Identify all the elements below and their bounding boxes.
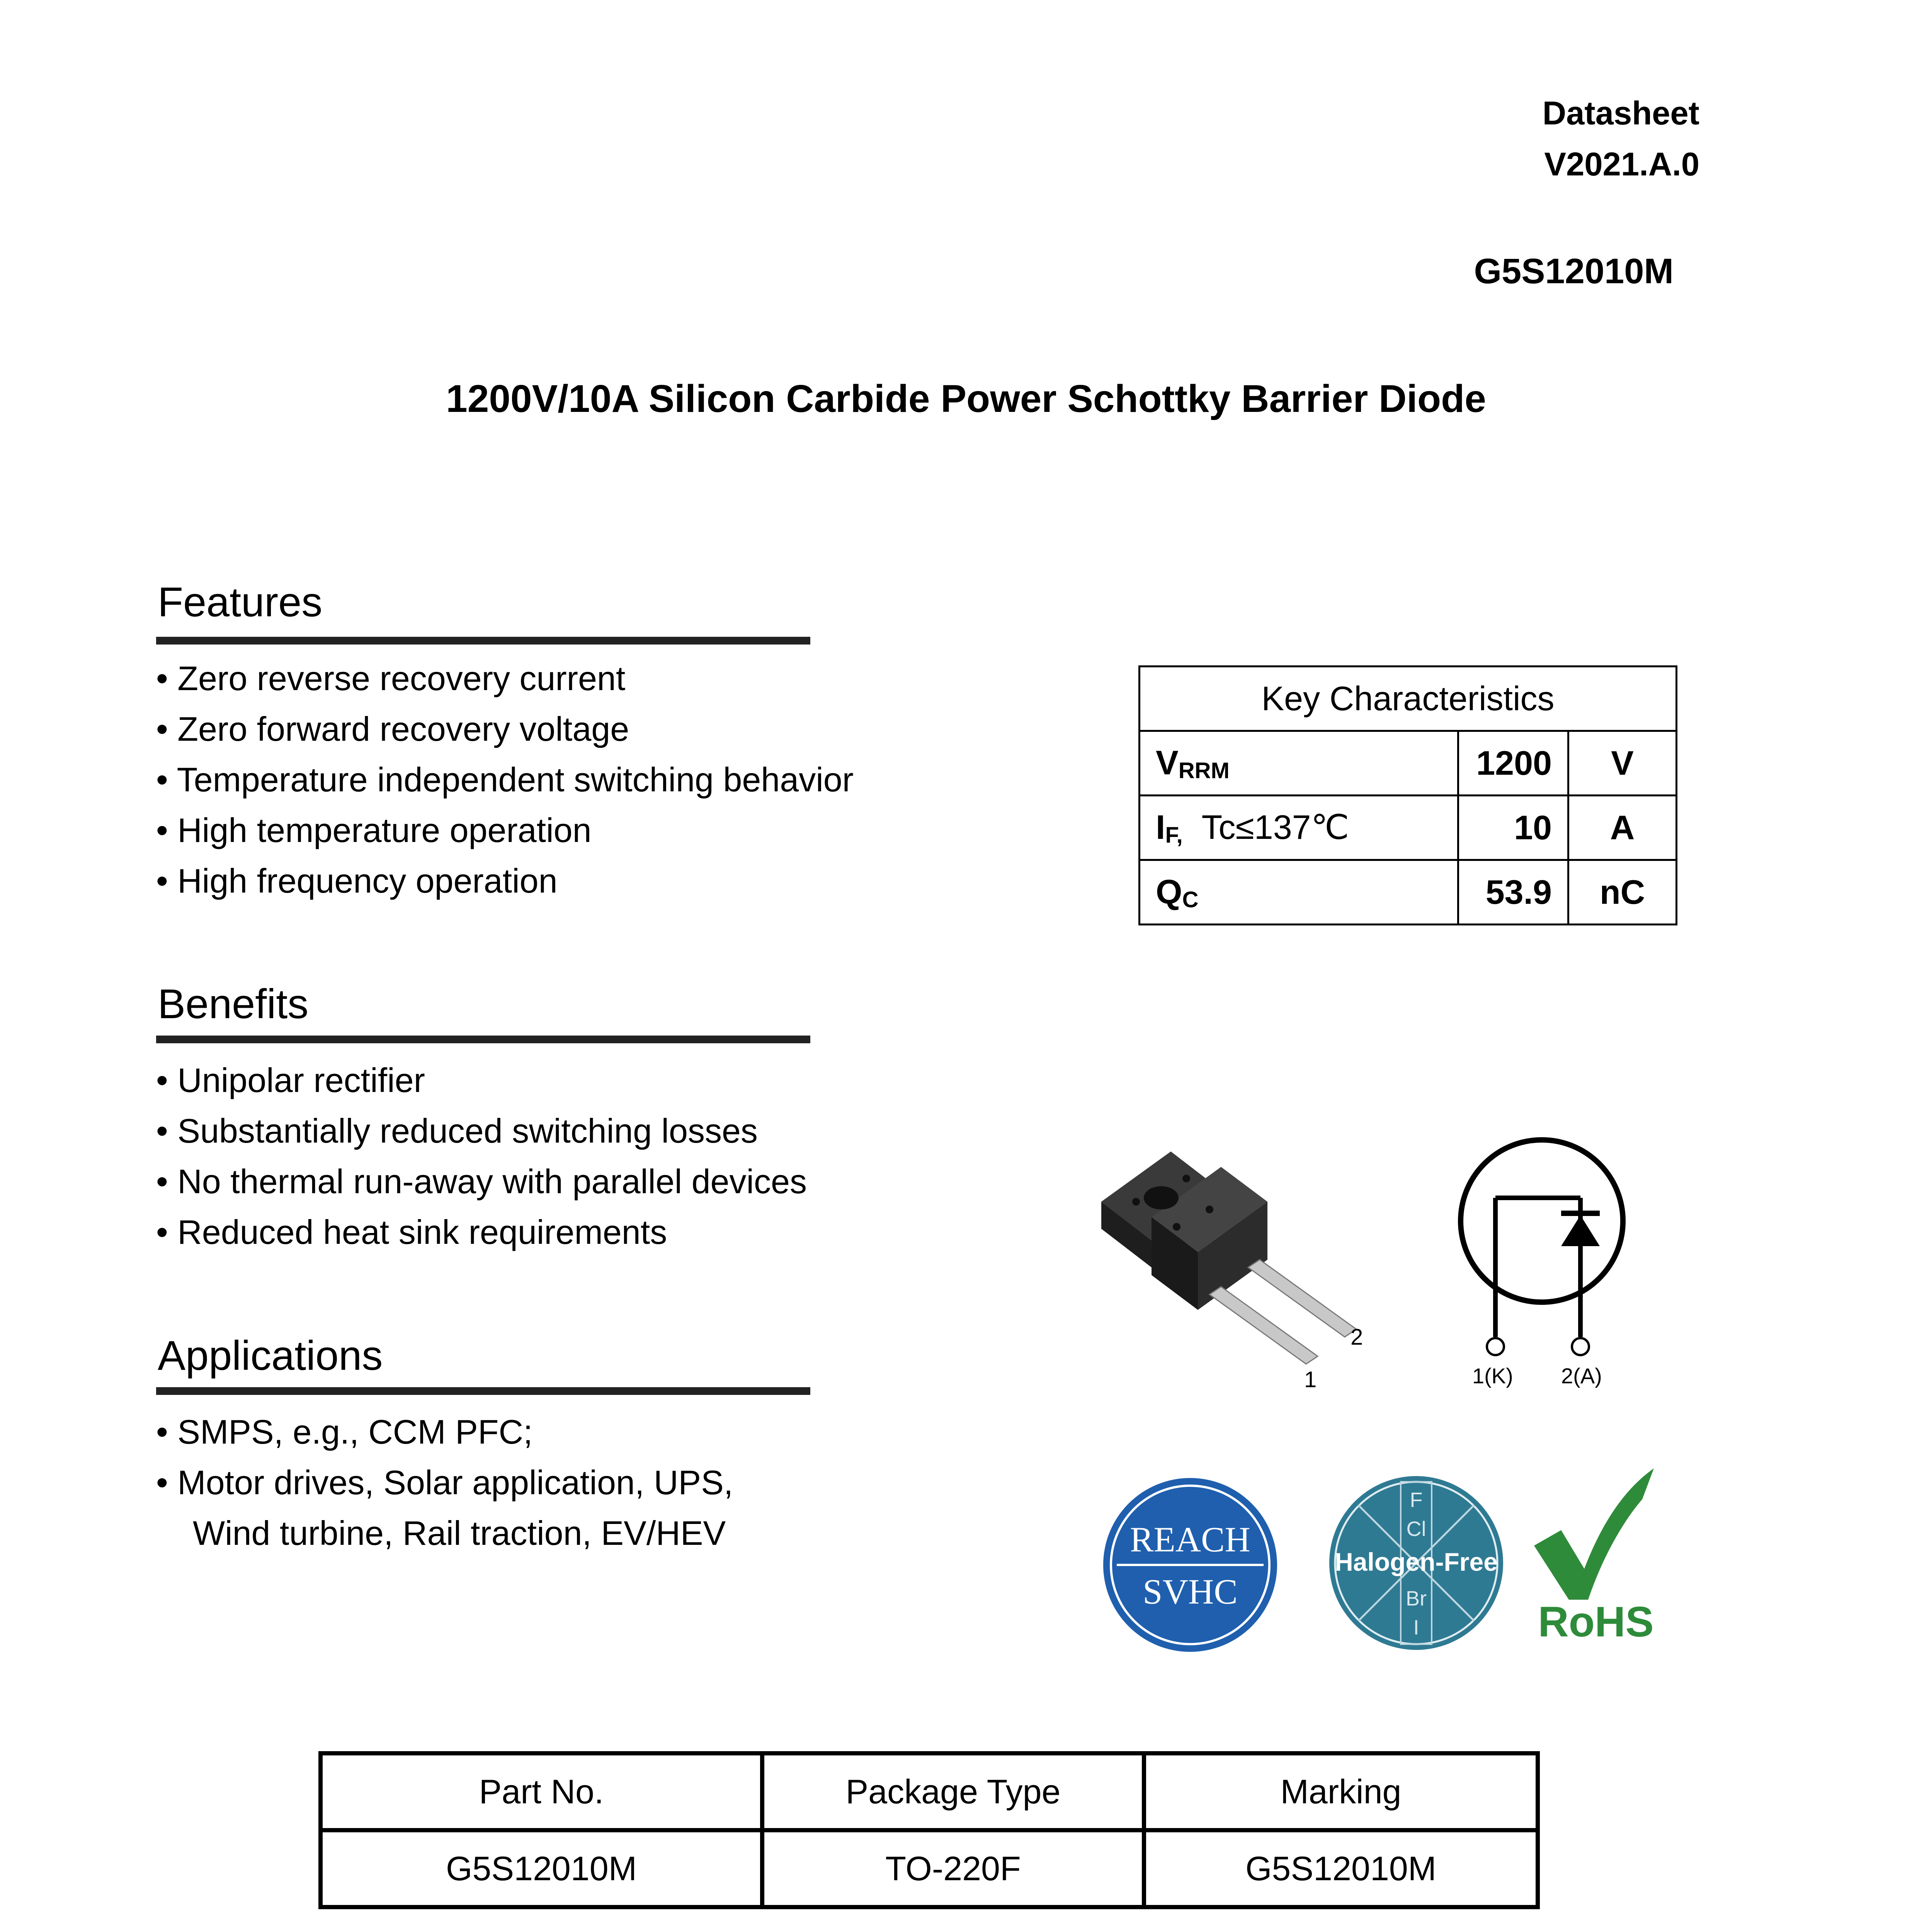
param-subscript: C	[1182, 887, 1199, 912]
column-header: Package Type	[762, 1753, 1144, 1830]
param-value: 1200	[1458, 731, 1568, 796]
table-cell: G5S12010M	[321, 1830, 762, 1907]
schematic-pin1-label: 1(K)	[1472, 1364, 1513, 1388]
table-header-row	[321, 1753, 1538, 1830]
param-value: 10	[1458, 796, 1568, 860]
table-row	[1140, 731, 1677, 796]
element-f: F	[1410, 1488, 1423, 1512]
list-item: • No thermal run-away with parallel devices	[156, 1162, 807, 1201]
list-item: • Unipolar rectifier	[156, 1061, 425, 1099]
column-header: Part No.	[321, 1753, 762, 1830]
element-i: I	[1413, 1616, 1419, 1639]
column-header: Marking	[1144, 1753, 1538, 1830]
reach-svhc-logo	[1101, 1476, 1279, 1654]
list-item: • High temperature operation	[156, 811, 592, 849]
param-subscript: F,	[1165, 823, 1183, 848]
pin1-label: 1	[1304, 1367, 1317, 1387]
table-cell: G5S12010M	[1144, 1830, 1538, 1907]
table-row	[1140, 796, 1677, 860]
applications-heading: Applications	[158, 1332, 383, 1379]
table-row	[321, 1830, 1538, 1907]
diode-schematic	[1449, 1136, 1642, 1399]
list-item: • Substantially reduced switching losses	[156, 1112, 758, 1150]
list-item: • High frequency operation	[156, 862, 558, 900]
pin2-label: 2	[1351, 1325, 1363, 1350]
param-symbol: V	[1156, 743, 1179, 782]
param-symbol: I	[1156, 808, 1165, 846]
features-list	[156, 653, 854, 906]
param-symbol: Q	[1156, 872, 1182, 911]
table-cell: TO-220F	[762, 1830, 1144, 1907]
param-value: 53.9	[1458, 860, 1568, 925]
applications-list	[156, 1406, 733, 1558]
benefits-heading: Benefits	[158, 980, 309, 1027]
element-cl: Cl	[1406, 1517, 1426, 1541]
param-unit: nC	[1568, 860, 1677, 925]
list-item: • SMPS, e.g., CCM PFC;	[156, 1413, 533, 1451]
features-rule	[156, 637, 810, 645]
header-block	[1543, 88, 1699, 190]
applications-rule	[156, 1387, 810, 1395]
features-heading: Features	[158, 578, 323, 625]
param-unit: A	[1568, 796, 1677, 860]
list-item: • Temperature independent switching behavior	[156, 760, 854, 799]
benefits-list	[156, 1055, 807, 1257]
schematic-pin2-label: 2(A)	[1561, 1364, 1602, 1388]
list-item: • Motor drives, Solar application, UPS,	[156, 1463, 733, 1502]
element-br: Br	[1406, 1587, 1427, 1610]
part-number-header: G5S12010M	[1474, 252, 1674, 291]
table-row	[1140, 860, 1677, 925]
list-item: • Reduced heat sink requirements	[156, 1213, 667, 1251]
param-unit: V	[1568, 731, 1677, 796]
ordering-table	[318, 1751, 1540, 1909]
key-characteristics-table	[1138, 665, 1677, 925]
page-title: 1200V/10A Silicon Carbide Power Schottky Barrier Diode	[446, 377, 1486, 420]
doc-version: V2021.A.0	[1544, 146, 1699, 183]
list-item: • Zero reverse recovery current	[156, 659, 626, 697]
rohs-text: RoHS	[1538, 1598, 1654, 1642]
svhc-text: SVHC	[1143, 1572, 1238, 1611]
to220f-package-image	[1094, 1140, 1403, 1387]
doc-type: Datasheet	[1542, 95, 1699, 132]
halogen-free-text: Halogen-Free	[1335, 1548, 1498, 1576]
reach-text: REACH	[1130, 1520, 1250, 1559]
list-item: Wind turbine, Rail traction, EV/HEV	[193, 1514, 726, 1552]
rohs-logo	[1526, 1464, 1665, 1642]
halogen-free-logo	[1327, 1474, 1505, 1652]
key-characteristics-heading: Key Characteristics	[1140, 667, 1677, 731]
param-condition: Tc≤137℃	[1201, 808, 1349, 846]
benefits-rule	[156, 1036, 810, 1043]
list-item: • Zero forward recovery voltage	[156, 710, 629, 748]
param-subscript: RRM	[1178, 758, 1230, 783]
